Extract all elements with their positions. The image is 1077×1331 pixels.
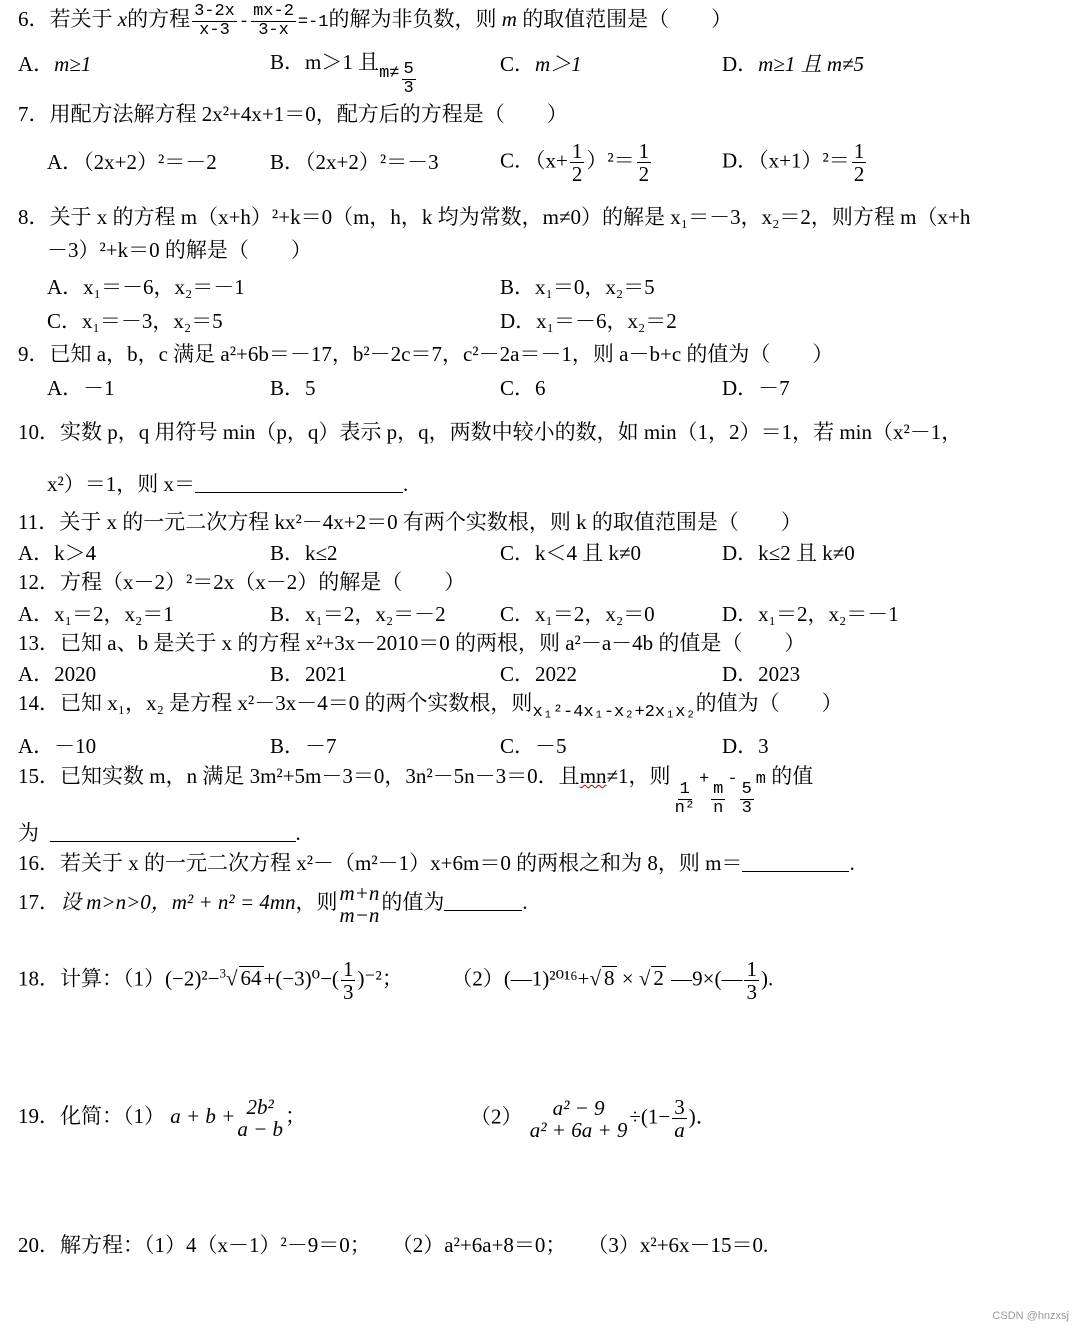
q6-frac-2: $\frac{mx-2}{3-x}$ <box>253 2 294 40</box>
q12-option-a: A．x₁＝2，x₂＝1 <box>18 602 174 626</box>
q6-option-d: D．m≥1 且 m≠5 <box>722 52 865 76</box>
q6-option-b: B．m＞1 且$_{m\ne}$ $\frac{5}{3}$ <box>270 50 414 98</box>
q11-option-a: A．k＞4 <box>18 541 97 565</box>
q15-answer-blank <box>50 823 296 842</box>
q7-option-a: A．（2x+2）²＝－2 <box>47 150 217 174</box>
csdn-watermark: CSDN @hnzxsj <box>992 1310 1069 1322</box>
q11-option-c: C．k＜4 且 k≠0 <box>500 541 642 565</box>
q14-option-c: C．－5 <box>500 734 567 758</box>
q12-stem: 12．方程（x－2）²＝2x（x－2）的解是（ ） <box>18 570 466 594</box>
q16-stem: 16．若关于 x 的一元二次方程 x²－（m²－1）x+6m＝0 的两根之和为 8，则 m＝ . <box>18 851 855 875</box>
q10-stem-line-1: 10．实数 p，q 用符号 min（p，q）表示 p，q，两数中较小的数，如 min（1，2）＝1，若 min（x²－1， <box>18 420 963 444</box>
q13-stem: 13．已知 a、b 是关于 x 的方程 x²+3x－2010＝0 的两根，则 a²－a－4b 的值是（ ） <box>18 631 806 655</box>
q13-option-c: C．2022 <box>500 662 578 686</box>
q9-option-c: C．6 <box>500 376 546 400</box>
q15-line-2: 为 . <box>18 821 301 845</box>
q9-stem: 9．已知 a，b，c 满足 a²+6b＝－17，b²－2c＝7，c²－2a＝－1，则 a－b+c 的值为（ ） <box>18 342 834 366</box>
q6-frac-1: $\frac{3-2x}{x-3}$ <box>194 2 235 40</box>
q12-option-c: C．x₁＝2，x₂＝0 <box>500 602 655 626</box>
q19-part-2: （2） a² − 9 a² + 6a + 9 ÷(1− $\frac{3}{a}$ )． <box>470 1095 717 1143</box>
q17-answer-blank <box>444 892 522 911</box>
q18-frac-2: $\frac{1}{3}$ <box>746 957 757 1005</box>
q18-cube-root: 64 <box>240 966 262 991</box>
q15-frac-2: $\frac{m}{n}$ <box>713 780 724 818</box>
q11-option-b: B．k≤2 <box>270 541 338 565</box>
q7-option-c-frac-2: $\frac{1}{2}$ <box>638 139 650 187</box>
q12-option-d: D．x₁＝2，x₂＝－1 <box>722 602 899 626</box>
q6-option-a: A．m≥1 <box>18 52 92 76</box>
q17-frac: m+n m−n <box>339 881 380 928</box>
q11-stem: 11．关于 x 的一元二次方程 kx²－4x+2＝0 有两个实数根，则 k 的取值范围是（ ） <box>18 510 802 534</box>
q7-option-d-frac: $\frac{1}{2}$ <box>853 139 865 187</box>
q20-stem: 20．解方程：（1）4（x－1）²－9＝0； （2）a²+6a+8＝0； （3）x²+6x－15＝0. <box>18 1233 769 1257</box>
q13-option-b: B．2021 <box>270 662 348 686</box>
q14-option-b: B．－7 <box>270 734 337 758</box>
q7-stem: 7．用配方法解方程 2x²+4x+1＝0，配方后的方程是（ ） <box>18 102 568 126</box>
q10-stem-line-2: x²）＝1，则 x＝ . <box>47 472 409 496</box>
q15-frac-1: $\frac{1}{\text{n²}}$ <box>674 780 695 818</box>
q7-option-c-frac-1: $\frac{1}{2}$ <box>571 139 583 187</box>
q15-spellcheck-mark: mn <box>579 764 607 788</box>
q19-frac-1: 2b² a − b <box>237 1095 284 1142</box>
q15-frac-3: $\frac{5}{3}$ <box>741 780 752 818</box>
q13-option-d: D．2023 <box>722 662 801 686</box>
q13-option-a: A．2020 <box>18 662 97 686</box>
q11-option-d: D．k≤2 且 k≠0 <box>722 541 855 565</box>
q19-frac-2: a² − 9 a² + 6a + 9 <box>529 1095 628 1142</box>
q18-frac-1: $\frac{1}{3}$ <box>342 957 354 1005</box>
q8-stem-line-2: －3）²+k＝0 的解是（ ） <box>47 238 312 262</box>
q19-frac-3: $\frac{3}{a}$ <box>674 1095 685 1143</box>
q8-option-a: A．x₁＝－6，x₂＝－1 <box>47 275 245 299</box>
q18-sqrt-8: 8 <box>604 966 615 991</box>
q8-option-d: D．x₁＝－6，x₂＝2 <box>500 309 677 333</box>
q9-option-d: D．－7 <box>722 376 790 400</box>
q9-option-b: B．5 <box>270 376 316 400</box>
q15-stem: 15．已知实数 m，n 满足 3m²+5m－3＝0，3n²－5n－3＝0．且mn≠1，则 $\frac{1}{\text{n²}}$ + $\frac{m}{n}$ - $\frac{5}{3}$ m 的值 <box>18 764 814 818</box>
q8-option-b: B．x₁＝0，x₂＝5 <box>500 275 655 299</box>
q6-stem: 6．若关于 x的方程 $\frac{3-2x}{x-3}$ - $\frac{mx-2}{3-x}$ =-1的解为非负数，则 m 的取值范围是（ ） <box>18 2 733 40</box>
q7-option-b: B．（2x+2）²＝－3 <box>270 150 439 174</box>
q19-part-1: 19．化简：（1） a + b + 2b² a − b ； <box>18 1095 307 1142</box>
q10-answer-blank <box>195 474 403 493</box>
q8-option-c: C．x₁＝－3，x₂＝5 <box>47 309 223 333</box>
q16-answer-blank <box>742 853 849 872</box>
q17-stem: 17．设 m>n>0，m² + n² = 4mn，则 m+n m−n 的值为 . <box>18 881 528 928</box>
q14-stem: 14．已知 x₁，x₂ 是方程 x²－3x－4＝0 的两个实数根，则$_{x_1^2-4x_1-x_2+2x_1x_2}$的值为（ ） <box>18 691 843 722</box>
q7-option-d: D．（x+1）²＝ $\frac{1}{2}$ <box>722 139 865 187</box>
q9-option-a: A．－1 <box>47 376 115 400</box>
q14-option-d: D．3 <box>722 734 769 758</box>
q8-stem-line-1: 8．关于 x 的方程 m（x+h）²+k＝0（m，h，k 均为常数，m≠0）的解是 x₁＝－3，x₂＝2，则方程 m（x+h <box>18 205 971 229</box>
q6-option-c: C．m＞1 <box>500 52 582 76</box>
q6-option-b-frac: $\frac{5}{3}$ <box>403 60 414 98</box>
q14-option-a: A．－10 <box>18 734 97 758</box>
q18-sqrt-2: 2 <box>653 966 664 991</box>
q18-stem: 18．计算：（1）(−2)²−$^3$√ 64+(−3)⁰−( $\frac{1}{3}$ )⁻²； （2）(—1)²⁰¹⁶+√ 8 × √ 2 —9×(— $\frac{1}{3}$ ). <box>18 957 774 1005</box>
q12-option-b: B．x₁＝2，x₂＝－2 <box>270 602 446 626</box>
q7-option-c: C．（x+ $\frac{1}{2}$ ）²＝ $\frac{1}{2}$ <box>500 139 650 187</box>
